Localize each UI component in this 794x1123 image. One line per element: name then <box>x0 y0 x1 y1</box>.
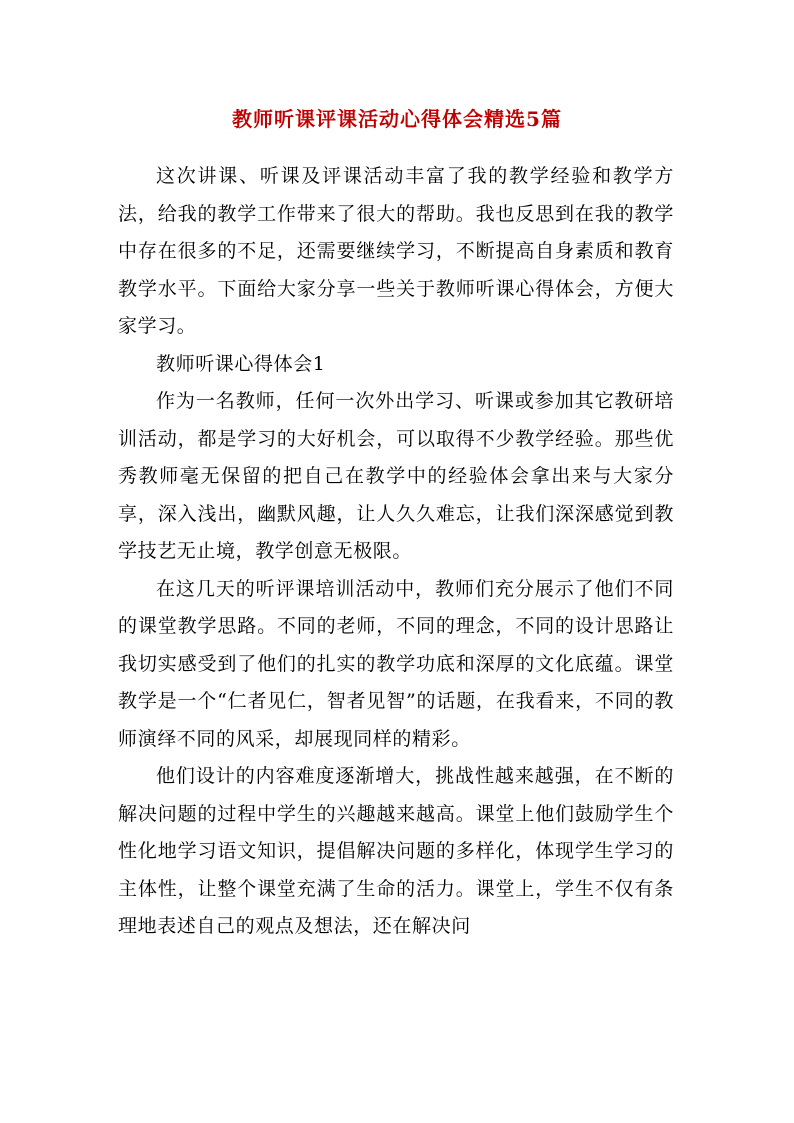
intro-paragraph: 这次讲课、听课及评课活动丰富了我的教学经验和教学方法，给我的教学工作带来了很大的帮助。我也反思到在我的教学中存在很多的不足，还需要继续学习，不断提高自身素质和教育教学水平。下面给大家分享一些关于教师听课心得体会，方便大家学习。 <box>118 165 674 337</box>
body-paragraph: 他们设计的内容难度逐渐增大，挑战性越来越强，在不断的解决问题的过程中学生的兴趣越来越高。课堂上他们鼓励学生个性化地学习语文知识，提倡解决问题的多样化，体现学生学习的主体性，让整个课堂充满了生命的活力。课堂上，学生不仅有条理地表述自己的观点及想法，还在解决问 <box>118 765 674 937</box>
body-paragraph: 在这几天的听评课培训活动中，教师们充分展示了他们不同的课堂教学思路。不同的老师，不同的理念，不同的设计思路让我切实感受到了他们的扎实的教学功底和深厚的文化底蕴。课堂教学是一个“仁者见仁，智者见智”的话题，在我看来，不同的教师演绎不同的风采，却展现同样的精彩。 <box>118 577 674 750</box>
body-paragraph: 作为一名教师，任何一次外出学习、听课或参加其它教研培训活动，都是学习的大好机会，可以取得不少教学经验。那些优秀教师毫无保留的把自己在教学中的经验体会拿出来与大家分享，深入浅出，幽默风趣，让人久久难忘，让我们深深感觉到教学技艺无止境，教学创意无极限。 <box>118 390 674 562</box>
section-heading: 教师听课心得体会1 <box>156 352 326 375</box>
document-body <box>118 158 674 946</box>
document-title: 教师听课评课活动心得体会精选5篇 <box>232 107 562 131</box>
